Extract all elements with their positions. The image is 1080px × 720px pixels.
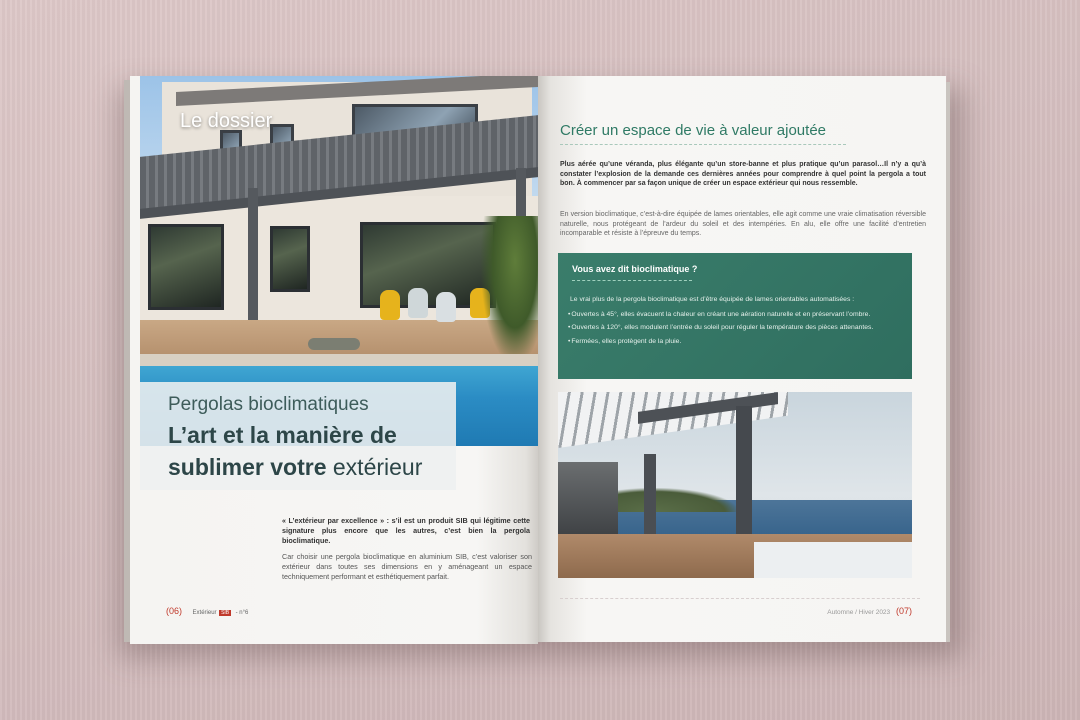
right-page xyxy=(538,76,946,642)
body-paragraph: En version bioclimatique, c’est-à-dire équipée de lames orientables, elle agit comme une vraie climatisation réversible naturelle, nous protégeant de l’ardeur du soleil et des intempéries. En alu, elle offre une facilité d’entretien incomparable et résiste à l’épreuve du temps. xyxy=(560,211,926,238)
heading-divider xyxy=(560,144,846,145)
title-light-part: extérieur xyxy=(332,454,423,480)
article-title-line1: L’art et la manière de xyxy=(168,422,397,448)
magazine-name: Extérieur xyxy=(192,610,217,616)
list-item: • Ouvertes à 120°, elles modulent l’entrée du soleil pour réguler la température des pièces attenantes. xyxy=(568,323,902,332)
footer-divider xyxy=(560,598,920,599)
page-number-left: (06) xyxy=(166,606,183,616)
crocodile-float xyxy=(308,338,360,350)
box-title: Vous avez dit bioclimatique ? xyxy=(572,264,698,274)
bioclimatic-info-box xyxy=(558,253,912,379)
title-bold-part: sublimer votre xyxy=(168,454,333,480)
left-page xyxy=(130,76,538,644)
left-folio xyxy=(166,606,248,616)
intro-quote: « L’extérieur par excellence » : s’il est un produit SIB qui légitime cette signature plus encore que les autres, c’est bien la pergola bioclimatique. xyxy=(282,516,530,545)
list-item: • Ouvertes à 45°, elles évacuent la chaleur en créant une aération naturelle et en préservant l’ombre. xyxy=(568,310,902,319)
box-divider xyxy=(572,280,692,281)
lead-paragraph: Plus aérée qu’une véranda, plus élégante qu’un store-banne et plus pratique qu’un parasol…Il n’y a qu’à constater l’explosion de la demande ces dernières années pour comprendre à quel point la pergola a tout bon. À commencer par sa façon unique de créer un espace extérieur qui nous ressemble. xyxy=(560,161,926,188)
issue-number: - n°6 xyxy=(235,610,249,616)
right-heading: Créer un espace de vie à valeur ajoutée xyxy=(560,122,827,139)
right-folio xyxy=(827,606,912,616)
box-intro: Le vrai plus de la pergola bioclimatique est d’être équipée de lames orientables automatisées : xyxy=(570,296,855,303)
intro-body: Car choisir une pergola bioclimatique en aluminium SIB, c’est valoriser son extérieur dans toutes ses dimensions en y aménageant un espace techniquement performant et esthétiquement parfait. xyxy=(282,552,532,581)
box-list xyxy=(568,310,902,350)
sib-badge: SIB xyxy=(221,610,230,616)
list-item: • Fermées, elles protègent de la pluie. xyxy=(568,337,902,346)
season-label: Automne / Hiver 2023 xyxy=(827,609,891,616)
article-title-line2 xyxy=(168,454,422,481)
article-subtitle: Pergolas bioclimatiques xyxy=(168,394,369,415)
page-number-right: (07) xyxy=(895,606,912,616)
sea-view-pergola-photo xyxy=(558,392,912,578)
section-label: Le dossier xyxy=(180,110,273,132)
